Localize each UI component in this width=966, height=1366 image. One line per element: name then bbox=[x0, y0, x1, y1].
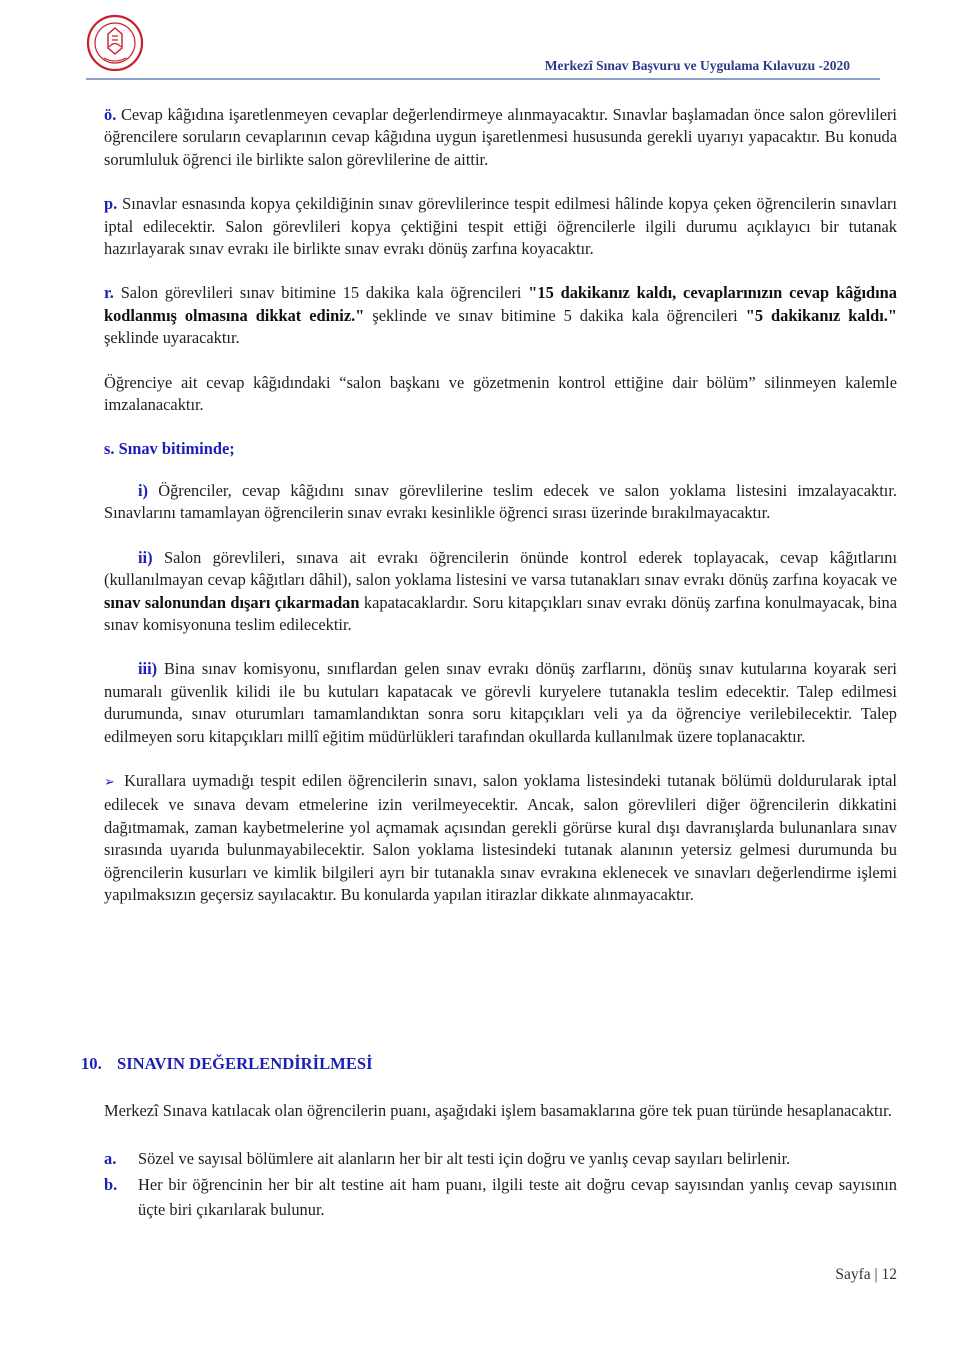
item-marker-p: p. bbox=[104, 194, 118, 214]
paragraph-p bbox=[104, 193, 897, 260]
section-heading-10 bbox=[81, 1054, 373, 1074]
section-10-body bbox=[104, 1098, 897, 1222]
paragraph-i-text: Öğrenciler, cevap kâğıdını sınav görevlilerine teslim edecek ve salon yoklama listesini imzalayacaktır. Sınavlarını tamamlayan öğrencilerin sınav evrakı kesinlikle öğrenci sırası üzerinde bırakılmayacaktır. bbox=[104, 480, 897, 523]
paragraph-signature: Öğrenciye ait cevap kâğıdındaki “salon başkanı ve gözetmenin kontrol ettiğine dair bölüm” silinmeyen kalemle imzalanacaktır. bbox=[104, 372, 897, 415]
list-item-b-text: Her bir öğrencinin her bir alt testine ait ham puanı, ilgili teste ait doğru cevap sayısından yanlış cevap sayısının üçte biri çıkarılarak bulunur. bbox=[138, 1175, 897, 1219]
list-item bbox=[104, 1172, 897, 1222]
section-number: 10. bbox=[81, 1054, 102, 1073]
page-number: Sayfa | 12 bbox=[835, 1266, 897, 1283]
paragraph-ii-text-1: Salon görevlileri, sınava ait evrakı öğrencilerin önünde kontrol ederek toplayacak, cevap kâğıtlarını (kullanılmayan cevap kâğıtları dâhil), salon yoklama listesini ve varsa tutanakları sınav evrakı dönüş zarfına koyacak ve bbox=[104, 547, 897, 590]
paragraph-o-text: Cevap kâğıdına işaretlenmeyen cevaplar değerlendirmeye alınmayacaktır. Sınavlar başlamadan önce salon görevlileri öğrencilere soruların cevaplarının cevap kâğıdına uygun işaretlenmesi hususunda gerekli uyarıyı yapacaktır. Bu konuda sorumluluk öğrenci ile birlikte salon görevlilerine de aittir. bbox=[104, 105, 897, 169]
list-item bbox=[104, 1146, 897, 1171]
item-marker-ii: ii) bbox=[138, 547, 153, 567]
paragraph-r-bold-1: "15 dakikanız kaldı, cevaplarınızın cevap kâğıdına kodlanmış olmasına dikkat ediniz." bbox=[104, 283, 897, 325]
item-marker-o: ö. bbox=[104, 105, 117, 124]
paragraph-p-text: Sınavlar esnasında kopya çekildiğinin sınav görevlilerince tespit edilmesi hâlinde kopya çeken öğrencilerin sınavları iptal edilecektir. Salon görevlileri kopya çektiğini tespit ettiği öğrencilerle ilgili durumu açıklayıcı bir tutanak hazırlayarak sınav evrakı ile birlikte sınav evrakı dönüş zarfına koyacaktır. bbox=[104, 194, 897, 259]
list-marker-b: b. bbox=[104, 1175, 118, 1194]
meb-logo-icon bbox=[86, 14, 144, 72]
paragraph-i bbox=[104, 480, 897, 525]
list-item-a-text: Sözel ve sayısal bölümlere ait alanların her bir alt testi için doğru ve yanlış cevap sayıları belirlenir. bbox=[138, 1149, 791, 1168]
paragraph-iii-text: Bina sınav komisyonu, sınıflardan gelen sınav evrakı dönüş zarflarını, dönüş sınav kutularına koyarak seri numaralı güvenlik kilidi ile bu kutuları kapatacak ve görevli kuryelere tutanakla teslim edecektir. Talep edilmesi durumunda, sınav oturumları tamamlandıktan sonra soru kitapçıkları veli ya da öğrenciye verilebilecektir. Talep edilmeyen soru kitapçıkları millî eğitim müdürlükleri tarafından okullarda kullanılmak üzere toplanacaktır. bbox=[104, 659, 897, 746]
bullet-paragraph-text: Kurallara uymadığı tespit edilen öğrencilerin sınavı, salon yoklama listesindeki tutanak bölümü doldurularak iptal edilecek ve sınava devam etmelerine izin verilmeyecektir. Ancak, salon görevlileri diğer öğrencilerin dikkatini dağıtmamak, zaman kaybetmelerine yol açmamak açısından gerekli görürse kural dışı davranışlarda bulunanlara sınav sırasında uyarıda bulunmayabilecektir. Salon yoklama listesindeki tutanak alanının yetersiz gelmesi durumunda bu öğrencilerin kusurları ve kimlik bilgileri ayrı bir tutanakla sınav evrakına eklenecek ve sınavları değerlendirme işlemi yapılmaksızın geçersiz sayılacaktır. Bu konularda yapılan itirazlar dikkate alınmayacaktır. bbox=[104, 770, 897, 904]
arrow-bullet-icon: ➢ bbox=[104, 774, 115, 790]
list-marker-a: a. bbox=[104, 1149, 117, 1168]
item-marker-iii: iii) bbox=[138, 659, 158, 679]
paragraph-r-text-3: şeklinde uyaracaktır. bbox=[104, 328, 240, 348]
subheading-s: s. Sınav bitiminde; bbox=[104, 439, 235, 459]
document-header-title: Merkezî Sınav Başvuru ve Uygulama Kılavuzu -2020 bbox=[544, 58, 850, 73]
section-10-intro: Merkezî Sınava katılacak olan öğrencilerin puanı, aşağıdaki işlem basamaklarına göre tek puan türünde hesaplanacaktır. bbox=[104, 1101, 892, 1120]
item-marker-r: r. bbox=[104, 283, 114, 303]
paragraph-ii bbox=[104, 547, 897, 637]
paragraph-r-bold-2: "5 dakikanız kaldı." bbox=[745, 305, 897, 325]
paragraph-ii-text-2: kapatacaklardır. Soru kitapçıkları sınav evrakı dönüş zarfına konulmayacak, bina sınav komisyonuna teslim edilecektir. bbox=[104, 592, 897, 634]
header-divider bbox=[86, 78, 880, 80]
bullet-paragraph bbox=[104, 770, 897, 906]
paragraph-ii-bold: sınav salonundan dışarı çıkarmadan bbox=[104, 592, 360, 612]
paragraph-o bbox=[104, 104, 897, 171]
item-marker-i: i) bbox=[138, 480, 149, 500]
document-body bbox=[104, 104, 897, 906]
section-title: SINAVIN DEĞERLENDİRİLMESİ bbox=[117, 1054, 373, 1073]
paragraph-iii bbox=[104, 658, 897, 748]
paragraph-r-text-1: Salon görevlileri sınav bitimine 15 dakika kala öğrencileri bbox=[120, 283, 522, 303]
paragraph-r bbox=[104, 282, 897, 349]
paragraph-r-text-2: şeklinde ve sınav bitimine 5 dakika kala öğrencileri bbox=[372, 305, 738, 325]
